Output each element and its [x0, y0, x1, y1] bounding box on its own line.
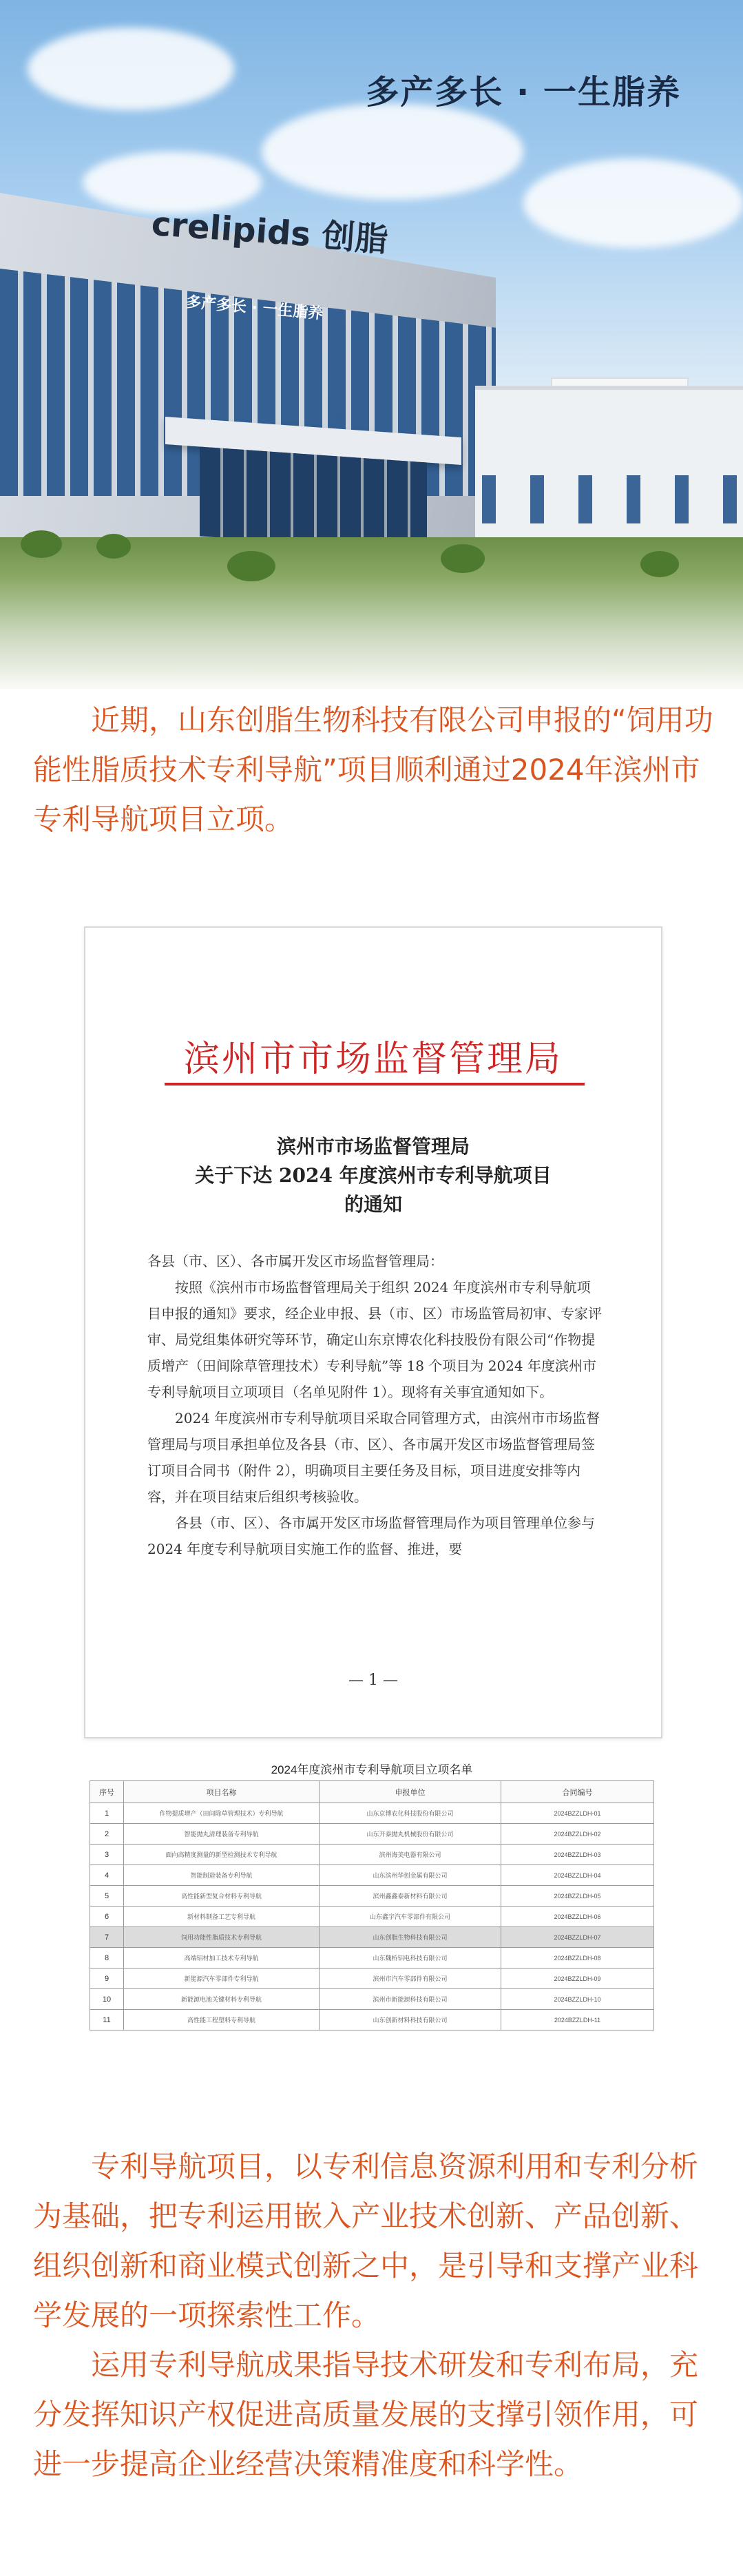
table-row — [90, 1907, 654, 1927]
shrub — [96, 534, 131, 559]
cell-name: 饲用功能性脂质技术专利导航 — [124, 1927, 320, 1948]
cell-no: 3 — [90, 1845, 124, 1865]
table-row — [90, 1927, 654, 1948]
cell-name: 新能源汽车零部件专利导航 — [124, 1969, 320, 1989]
cell-unit: 山东创新材料科技有限公司 — [320, 2010, 501, 2030]
table-row — [90, 1803, 654, 1824]
entrance-doors — [200, 446, 427, 552]
cell-unit: 滨州鑫鑫泰新材料有限公司 — [320, 1886, 501, 1907]
cell-code: 2024BZZLDH-04 — [501, 1865, 654, 1886]
building-logo: crelipids 创脂 — [150, 205, 390, 260]
table-row — [90, 2010, 654, 2030]
shrub — [640, 551, 679, 577]
cell-unit: 山东创脂生物科技有限公司 — [320, 1927, 501, 1948]
side-building — [475, 386, 743, 562]
table-row — [90, 1948, 654, 1969]
cell-no: 6 — [90, 1907, 124, 1927]
cell-code: 2024BZZLDH-07 — [501, 1927, 654, 1948]
table-header-row — [90, 1781, 654, 1803]
cell-unit: 滨州海美电器有限公司 — [320, 1845, 501, 1865]
cell-no: 2 — [90, 1824, 124, 1845]
project-list-title: 2024年度滨州市专利导航项目立项名单 — [271, 1763, 473, 1776]
header-code: 合同编号 — [501, 1781, 654, 1803]
hero-slogan: 多产多长 · 一生脂养 — [366, 73, 681, 112]
cell-name: 智能抛丸清理装备专利导航 — [124, 1824, 320, 1845]
notice-body — [147, 1248, 602, 1562]
notice-red-rule — [165, 1083, 585, 1086]
cell-code: 2024BZZLDH-05 — [501, 1886, 654, 1907]
cell-name: 作物提质增产（田间除草管理技术）专利导航 — [124, 1803, 320, 1824]
cell-name: 面向高精度测量的新型检测技术专利导航 — [124, 1845, 320, 1865]
cell-unit: 滨州市汽车零部件有限公司 — [320, 1969, 501, 1989]
table-body — [90, 1803, 654, 2030]
building-sign: 多产多长 · 一生脂养 — [185, 293, 324, 323]
intro-paragraph: 近期，山东创脂生物科技有限公司申报的“饲用功能性脂质技术专利导航”项目顺利通过2024年滨州市专利导航项目立项。 — [33, 703, 713, 836]
notice-paragraph: 各县（市、区）、各市属开发区市场监督管理局作为项目管理单位参与 2024 年度专利导航项目实施工作的监督、推进，要 — [147, 1515, 595, 1557]
notice-salutation: 各县（市、区）、各市属开发区市场监督管理局： — [147, 1253, 443, 1269]
header-unit: 申报单位 — [320, 1781, 501, 1803]
table-row — [90, 1886, 654, 1907]
notice-title-line: 滨州市市场监督管理局 — [276, 1135, 470, 1158]
notice-title-line: 的通知 — [344, 1193, 402, 1216]
cell-name: 新材料制备工艺专利导航 — [124, 1907, 320, 1927]
cell-code: 2024BZZLDH-02 — [501, 1824, 654, 1845]
header-name: 项目名称 — [124, 1781, 320, 1803]
cell-unit: 滨州市新能源科技有限公司 — [320, 1989, 501, 2010]
body-paragraph-1: 专利导航项目，以专利信息资源利用和专利分析为基础，把专利运用嵌入产业技术创新、产品创新、组织创新和商业模式创新之中，是引导和支撑产业科学发展的一项探索性工作。 — [33, 2150, 699, 2332]
hero-banner — [0, 0, 743, 689]
cell-unit: 山东滨州华创金属有限公司 — [320, 1865, 501, 1886]
cell-no: 9 — [90, 1969, 124, 1989]
cell-no: 4 — [90, 1865, 124, 1886]
cell-no: 11 — [90, 2010, 124, 2030]
notice-page-number: — 1 — — [348, 1672, 398, 1689]
side-building-windows — [482, 475, 737, 523]
table-row — [90, 1989, 654, 2010]
body-paragraph-2: 运用专利导航成果指导技术研发和专利布局，充分发挥知识产权促进高质量发展的支撑引领作用，可进一步提高企业经营决策精准度和科学性。 — [33, 2348, 699, 2481]
cell-code: 2024BZZLDH-10 — [501, 1989, 654, 2010]
cell-name: 新能源电池关键材料专利导航 — [124, 1989, 320, 2010]
cell-name: 高性能新型复合材料专利导航 — [124, 1886, 320, 1907]
cell-name: 高端铝材加工技术专利导航 — [124, 1948, 320, 1969]
cell-no: 8 — [90, 1948, 124, 1969]
shrub — [441, 544, 485, 573]
cell-unit: 山东京博农化科技股份有限公司 — [320, 1803, 501, 1824]
notice-paragraph: 2024 年度滨州市专利导航项目采取合同管理方式，由滨州市市场监督管理局与项目承担单位及各县（市、区）、各市属开发区市场监督管理局签订项目合同书（附件 2），明确项目主要任务及目标，项目进度安排等内容，并在项目结束后组织考核验收。 — [147, 1410, 600, 1505]
cell-name: 智能制造装备专利导航 — [124, 1865, 320, 1886]
cell-unit: 山东开泰抛丸机械股份有限公司 — [320, 1824, 501, 1845]
table-row — [90, 1969, 654, 1989]
cell-code: 2024BZZLDH-08 — [501, 1948, 654, 1969]
header-no: 序号 — [90, 1781, 124, 1803]
table-row — [90, 1865, 654, 1886]
notice-paragraph: 按照《滨州市市场监督管理局关于组织 2024 年度滨州市专利导航项目申报的通知》要求，经企业申报、县（市、区）市场监管局初审、专家评审、局党组集体研究等环节，确定山东京博农化科技股份有限公司“作物提质增产（田间除草管理技术）专利导航”等 18 个项目为 2024 年度滨州市专利导航项目立项项目（名单见附件 1）。现将有关事宜通知如下。 — [147, 1279, 602, 1400]
shrub — [21, 530, 62, 558]
cell-code: 2024BZZLDH-06 — [501, 1907, 654, 1927]
official-notice-document — [84, 926, 662, 1738]
lawn — [0, 537, 743, 689]
cell-unit: 山东魏桥铝电科技有限公司 — [320, 1948, 501, 1969]
cell-no: 10 — [90, 1989, 124, 2010]
table-row — [90, 1824, 654, 1845]
cell-no: 7 — [90, 1927, 124, 1948]
cell-unit: 山东鑫宇汽车零部件有限公司 — [320, 1907, 501, 1927]
cell-no: 5 — [90, 1886, 124, 1907]
shrub — [227, 551, 275, 581]
cell-code: 2024BZZLDH-03 — [501, 1845, 654, 1865]
notice-agency-header: 滨州市市场监督管理局 — [183, 1040, 563, 1079]
notice-title-line: 关于下达 2024 年度滨州市专利导航项目 — [195, 1164, 552, 1187]
cell-code: 2024BZZLDH-01 — [501, 1803, 654, 1824]
table-row — [90, 1845, 654, 1865]
cell-name: 高性能工程塑料专利导航 — [124, 2010, 320, 2030]
cell-no: 1 — [90, 1803, 124, 1824]
cell-code: 2024BZZLDH-09 — [501, 1969, 654, 1989]
project-list-table — [90, 1780, 654, 2030]
cell-code: 2024BZZLDH-11 — [501, 2010, 654, 2030]
